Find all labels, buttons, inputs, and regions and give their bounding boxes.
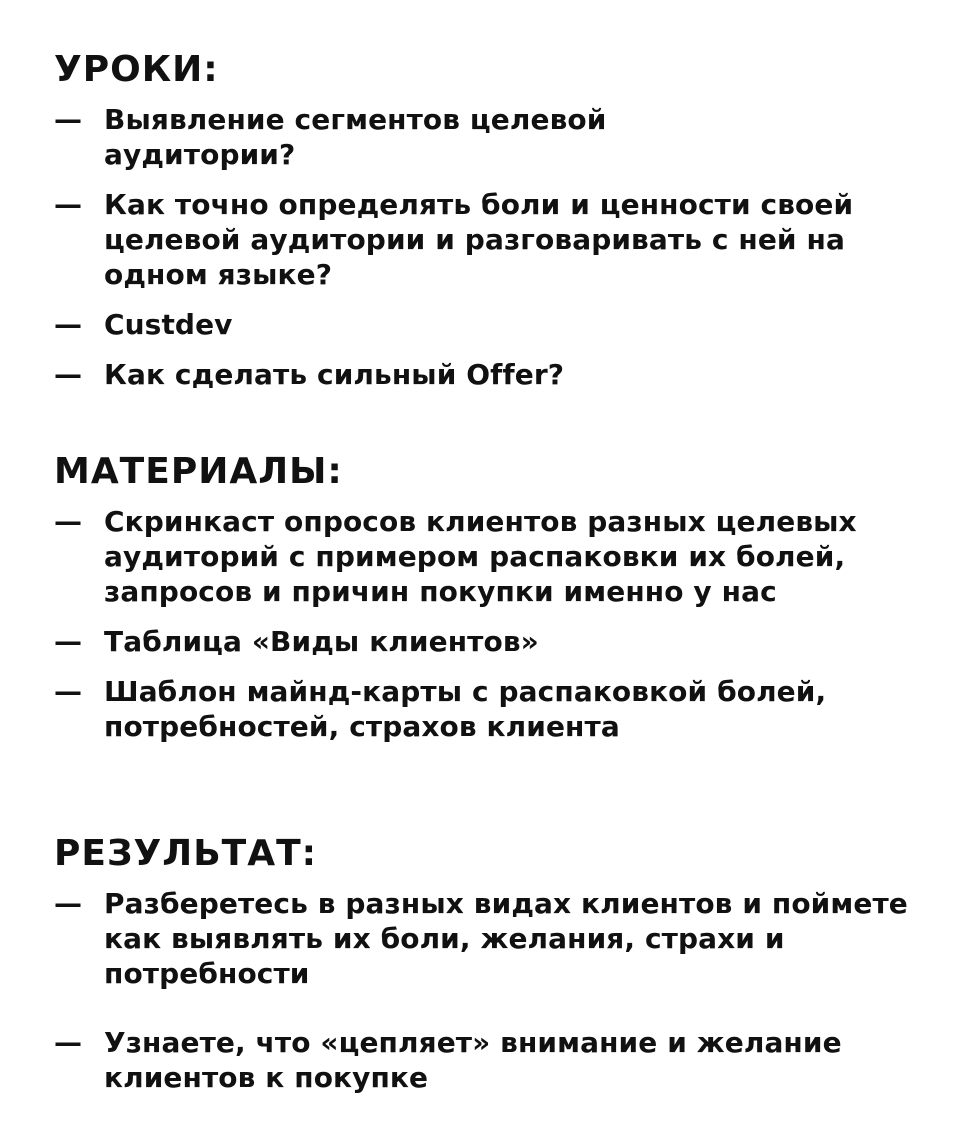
list-item-text: Таблица «Виды клиентов»	[104, 625, 539, 658]
list-item-text: Как сделать сильный Offer?	[104, 358, 565, 391]
dash-marker: —	[54, 625, 83, 658]
dash-marker: —	[54, 887, 83, 920]
list-item	[54, 886, 963, 991]
lessons-heading: УРОКИ:	[54, 49, 219, 90]
list-item	[54, 357, 934, 392]
dash-marker: —	[54, 675, 83, 708]
list-item	[54, 504, 963, 609]
list-item	[54, 102, 784, 172]
dash-marker: —	[54, 103, 83, 136]
dash-marker: —	[54, 308, 83, 341]
materials-heading: МАТЕРИАЛЫ:	[54, 451, 343, 492]
list-item	[54, 674, 934, 744]
list-item-text: Скринкаст опросов клиентов разных целевых аудиторий с примером распаковки их болей, запросов и причин покупки именно у нас	[104, 505, 857, 608]
list-item	[54, 307, 934, 342]
list-item-text: Как точно определять боли и ценности своей целевой аудитории и разговаривать с ней на одном языке?	[104, 188, 854, 291]
list-item	[54, 1025, 864, 1095]
dash-marker: —	[54, 188, 83, 221]
lessons-section	[54, 50, 934, 392]
result-section	[54, 834, 934, 1095]
list-item-text: Разберетесь в разных видах клиентов и поймете как выявлять их боли, желания, страхи и потребности	[104, 887, 908, 990]
list-item	[54, 187, 944, 292]
dash-marker: —	[54, 505, 83, 538]
list-item-text: Узнаете, что «цепляет» внимание и желание клиентов к покупке	[104, 1026, 842, 1094]
list-item-text: Выявление сегментов целевой аудитории?	[104, 103, 607, 171]
list-item-text: Шаблон майнд-карты с распаковкой болей, потребностей, страхов клиента	[104, 675, 827, 743]
list-item	[54, 624, 934, 659]
materials-section	[54, 452, 934, 744]
list-item-text: Custdev	[104, 308, 233, 341]
dash-marker: —	[54, 1026, 83, 1059]
result-heading: РЕЗУЛЬТАТ:	[54, 833, 318, 874]
dash-marker: —	[54, 358, 83, 391]
